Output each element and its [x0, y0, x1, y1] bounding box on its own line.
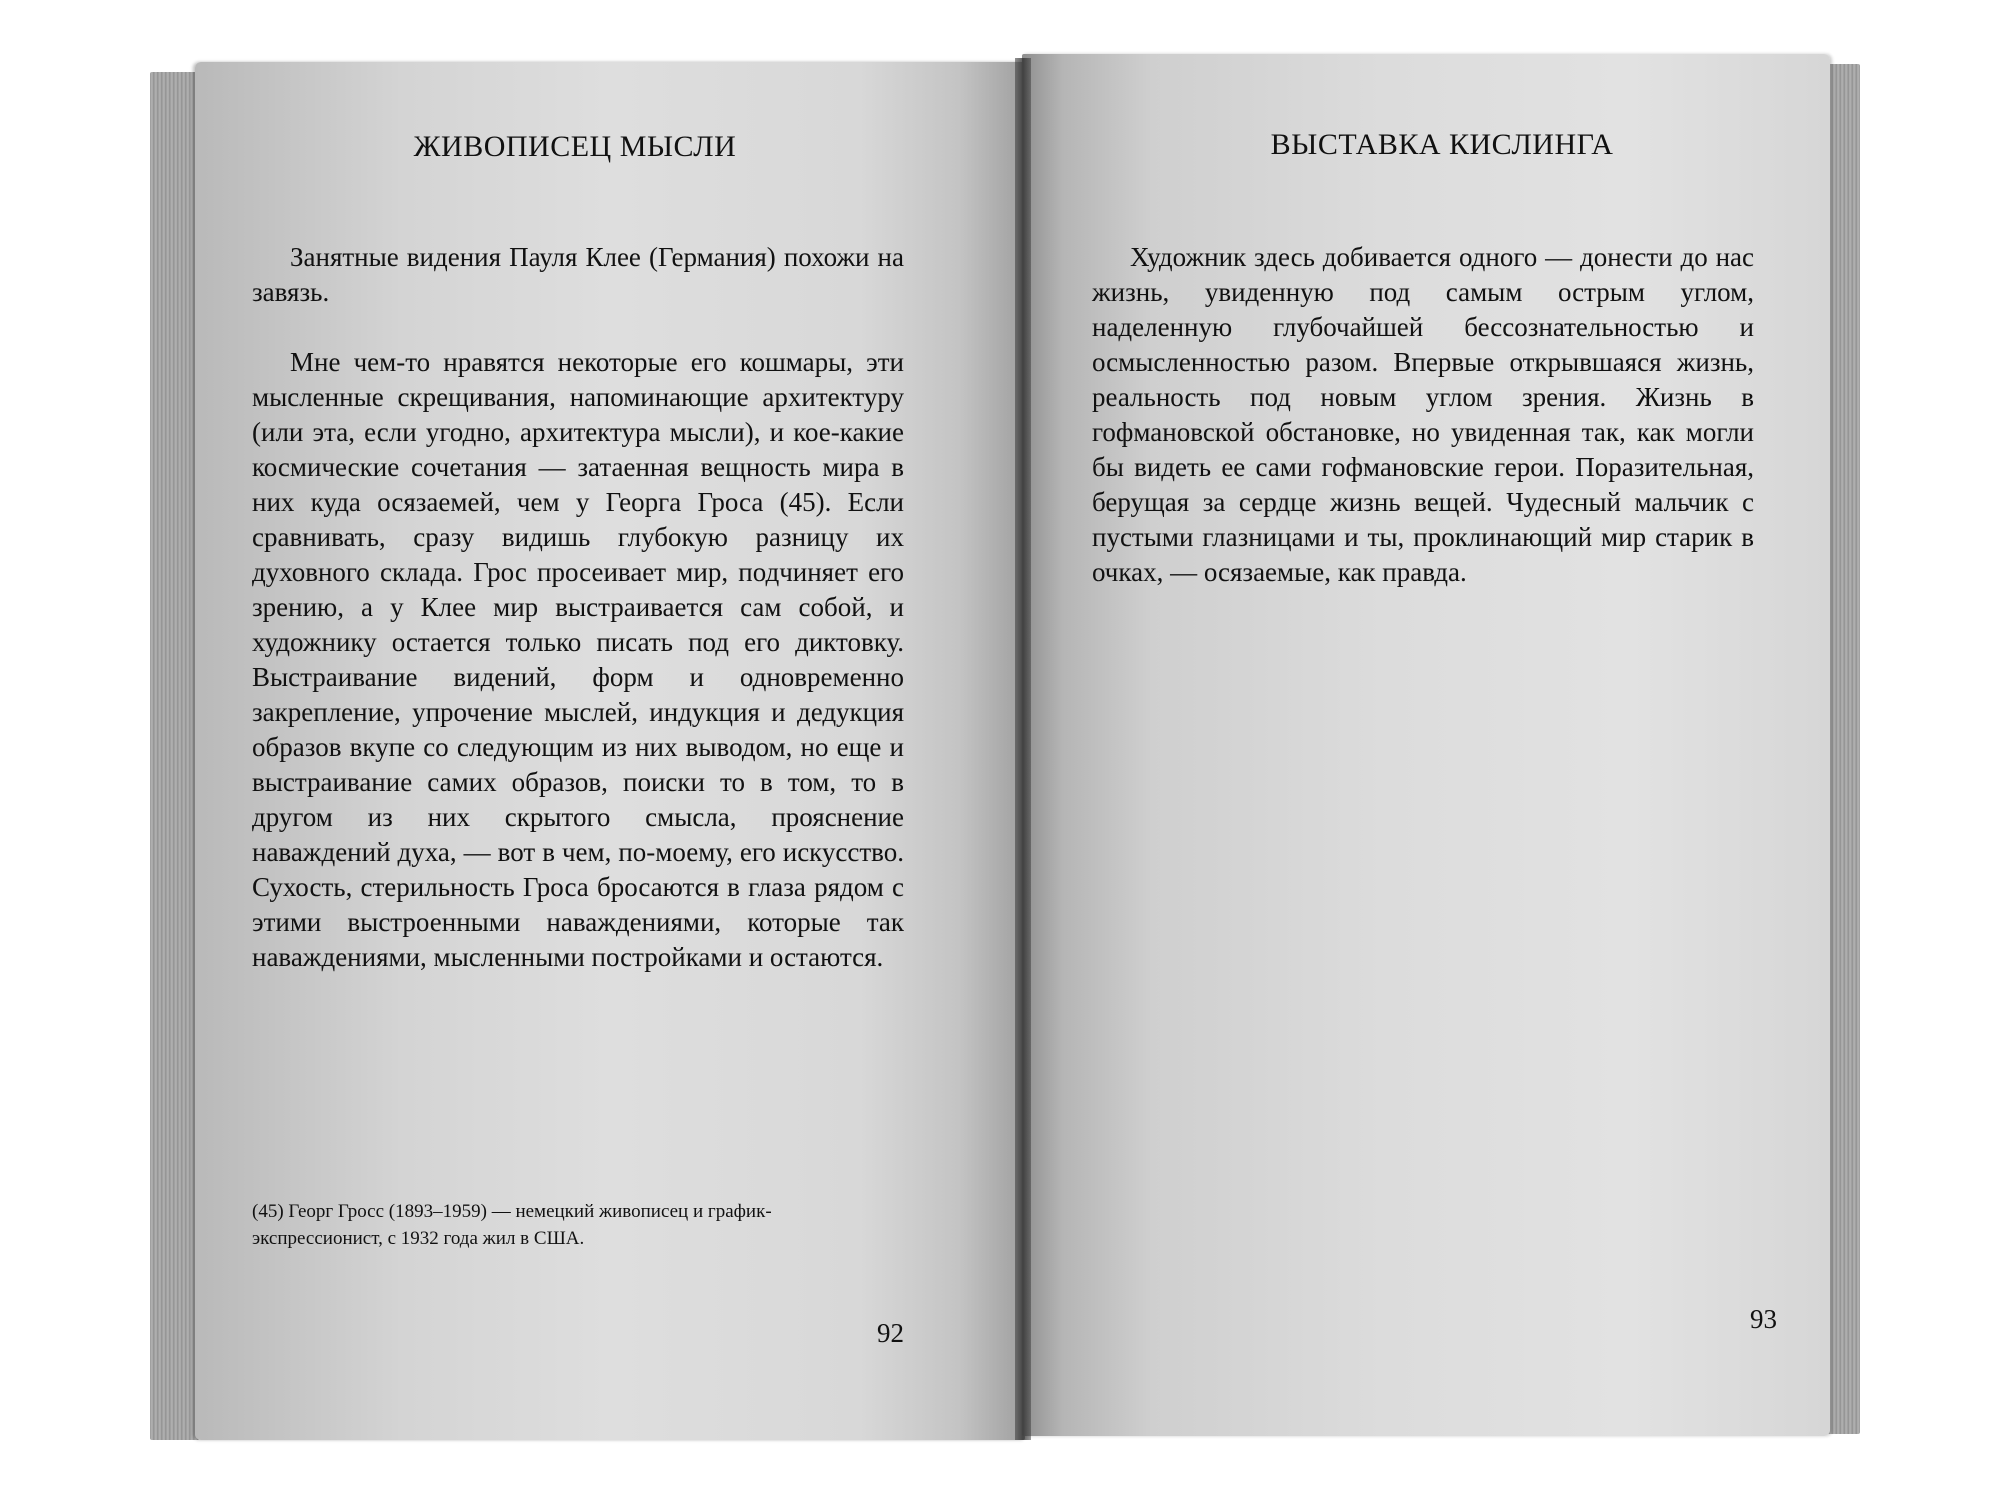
left-paragraph-1: Занятные видения Пауля Клее (Германия) похожи на завязь.: [252, 242, 904, 307]
left-page: [195, 62, 1025, 1440]
right-paragraph-1: Художник здесь добивается одного — донести до нас жизнь, увиденную под самым острым углом, наделенную глубочайшей бессознательностью и осмысленностью разом. Впервые открывшаяся жизнь, реальность под новым углом зрения. Жизнь в гофмановской обстановке, но увиденная так, как могли бы видеть ее сами гофмановские герои. Поразительная, берущая за сердце жизнь вещей. Чудесный мальчик с пустыми глазницами и ты, проклинающий мир старик в очках, — осязаемые, как правда.: [1092, 242, 1754, 587]
left-running-head: ЖИВОПИСЕЦ МЫСЛИ: [413, 130, 737, 163]
right-page: [1022, 54, 1830, 1436]
right-body-text: [1092, 240, 1754, 625]
left-paragraph-2: Мне чем-то нравятся некоторые его кошмары, эти мысленные скрещивания, напоминающие архитектуру (или эта, если угодно, архитектура мысли), и кое-какие космические сочетания — затаенная вещность мира в них куда осязаемей, чем у Георга Гроса (45). Если сравнивать, сразу видишь глубокую разницу их духовного склада. Грос просеивает мир, подчиняет его зрению, а у Клее мир выстраивается сам собой, и художнику остается только писать под его диктовку. Выстраивание видений, форм и одновременно закрепление, упрочение мыслей, индукция и дедукция образов вкупе со следующим из них выводом, но еще и выстраивание самих образов, поиски то в том, то в другом из них скрытого смысла, прояснение наваждений духа, — вот в чем, по-моему, его искусство. Сухость, стерильность Гроса бросаются в глаза рядом с этими выстроенными наваждениями, которые так наваждениями, мысленными постройками и остаются.: [252, 347, 904, 972]
right-page-number: 93: [1750, 1304, 1777, 1334]
right-running-head: ВЫСТАВКА КИСЛИНГА: [1270, 128, 1614, 161]
left-page-number: 92: [877, 1318, 904, 1348]
left-page-edges: [150, 72, 200, 1440]
left-body-text: [252, 240, 904, 1010]
book-gutter: [1015, 58, 1031, 1440]
footnote: (45) Георг Гросс (1893–1959) — немецкий живописец и график-экспрессионист, с 1932 года жил в США.: [252, 1201, 772, 1249]
